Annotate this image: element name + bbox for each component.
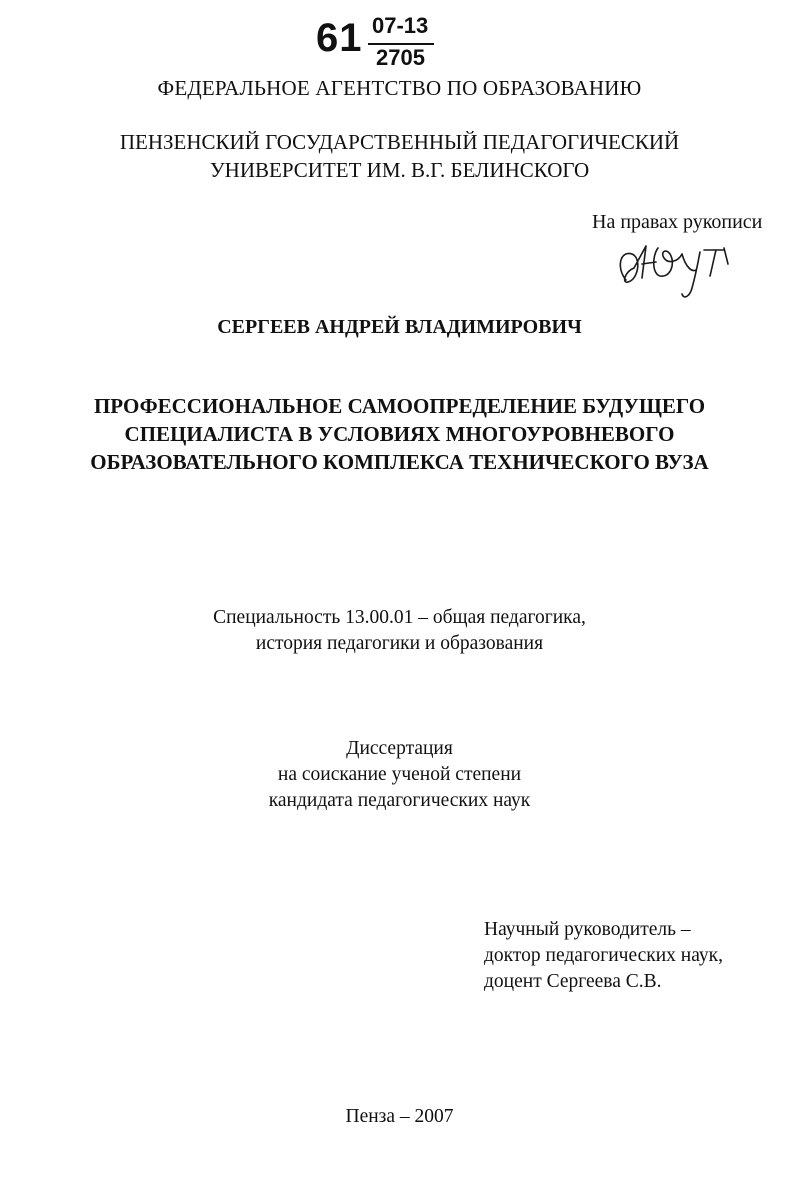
catalog-stamp-top: 07-13 [372,13,429,38]
city-year: Пенза – 2007 [345,1106,454,1127]
advisor-line-3: доцент Сергеева С.В. [484,971,662,992]
advisor-line-2: доктор педагогических наук, [484,945,723,966]
title-line-3: ОБРАЗОВАТЕЛЬНОГО КОМПЛЕКСА ТЕХНИЧЕСКОГО ВУЗА [90,450,709,474]
degree-line-3: кандидата педагогических наук [268,790,531,811]
catalog-stamp-bottom: 2705 [376,45,425,70]
university-line-1: ПЕНЗЕНСКИЙ ГОСУДАРСТВЕННЫЙ ПЕДАГОГИЧЕСКИЙ [119,130,680,154]
specialty [0,605,799,657]
university-line-2: УНИВЕРСИТЕТ ИМ. В.Г. БЕЛИНСКОГО [209,158,590,182]
dissertation-title [0,392,799,476]
specialty-line-1: Специальность 13.00.01 – общая педагогика, [213,607,586,628]
degree-statement [0,736,799,814]
title-line-2: СПЕЦИАЛИСТА В УСЛОВИЯХ МНОГОУРОВНЕВОГО [124,422,675,446]
advisor-line-1: Научный руководитель – [484,919,691,940]
degree-line-1: Диссертация [346,738,453,759]
manuscript-note: На правах рукописи [592,211,763,233]
signature-icon [612,228,742,304]
degree-line-2: на соискание ученой степени [277,764,522,785]
catalog-stamp-prefix: 61 [316,16,363,60]
title-line-1: ПРОФЕССИОНАЛЬНОЕ САМООПРЕДЕЛЕНИЕ БУДУЩЕГО [93,394,706,418]
university-name [0,128,799,184]
scientific-advisor [484,917,723,995]
agency-name: ФЕДЕРАЛЬНОЕ АГЕНТСТВО ПО ОБРАЗОВАНИЮ [157,76,642,100]
specialty-line-2: история педагогики и образования [255,633,544,654]
author-name: СЕРГЕЕВ АНДРЕЙ ВЛАДИМИРОВИЧ [217,316,582,338]
